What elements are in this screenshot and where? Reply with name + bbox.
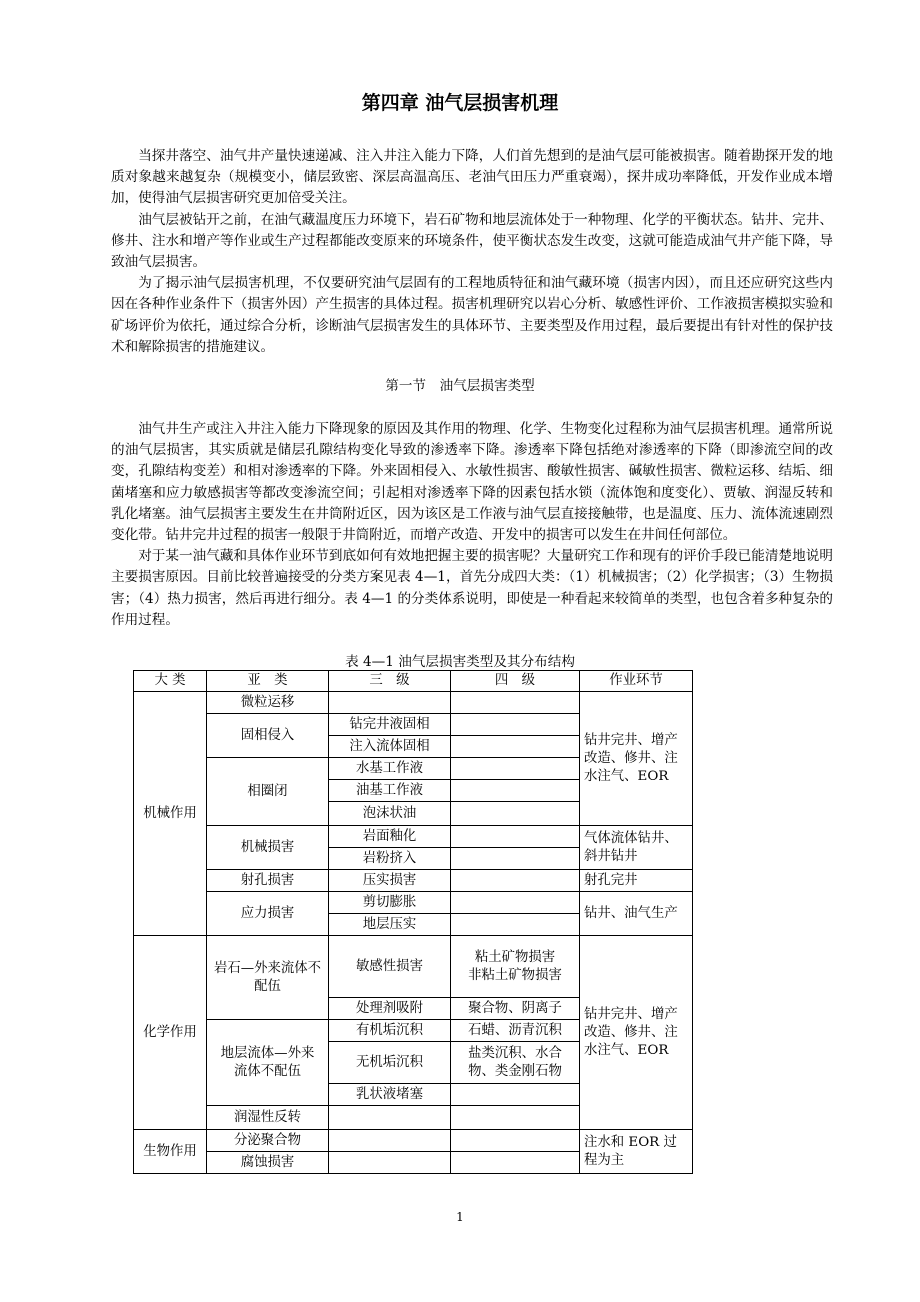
level4-wax-asphalt: 石蜡、沥青沉积 — [451, 1020, 580, 1042]
sub-particle-migration: 微粒运移 — [207, 692, 329, 714]
header-level3: 三 级 — [329, 671, 451, 692]
intro-paragraph-1: 当探井落空、油气井产量快速递减、注入井注入能力下降，人们首先想到的是油气层可能被损害。随着勘探开发的地质对象越来越复杂（规模变小，储层致密、深层高温高压、老油气田压力严重衰竭），探井成功率降低，开发作业成本增加，使得油气层损害研究更加倍受关注。 — [111, 148, 833, 207]
sub-fluid-incompatibility: 地层流体—外来 流体不配伍 — [207, 1020, 329, 1106]
table-header-row — [134, 671, 693, 692]
operation-mech-2: 气体流体钻井、斜井钻井 — [580, 826, 693, 870]
level3-glazing: 岩面釉化 — [329, 826, 451, 848]
damage-type-table — [133, 670, 693, 1174]
level4-clay-minerals: 粘土矿物损害 非粘土矿物损害 — [451, 936, 580, 998]
sub-stress-damage: 应力损害 — [207, 892, 329, 936]
level3-foam-oil: 泡沫状油 — [329, 802, 451, 826]
header-level4: 四 级 — [451, 671, 580, 692]
sub-phase-trap: 相圈闭 — [207, 758, 329, 826]
header-subcategory: 亚 类 — [207, 671, 329, 692]
level3-organic-scale: 有机垢沉积 — [329, 1020, 451, 1042]
sub-mechanical-damage: 机械损害 — [207, 826, 329, 870]
header-operation: 作业环节 — [580, 671, 693, 692]
level4-salt-hydrate: 盐类沉积、水合物、类金刚石物 — [451, 1042, 580, 1084]
sub-corrosion-damage: 腐蚀损害 — [207, 1152, 329, 1174]
operation-mech-3: 射孔完井 — [580, 870, 693, 892]
operation-mech-1: 钻井完井、增产改造、修井、注水注气、EOR — [580, 692, 693, 826]
sub-rock-fluid-incompatibility: 岩石—外来流体不配伍 — [207, 936, 329, 1020]
level3-inject-solid: 注入流体固相 — [329, 736, 451, 758]
intro-paragraph-3: 为了揭示油气层损害机理，不仅要研究油气层固有的工程地质特征和油气藏环境（损害内因），而且还应研究这些内因在各种作业条件下（损害外因）产生损害的具体过程。损害机理研究以岩心分析、敏感性评价、工作液损害模拟实验和矿场评价为依托，通过综合分析，诊断油气层损害发生的具体环节、主要类型及作用过程，最后要提出有针对性的保护技术和解除损害的措施建议。 — [111, 275, 833, 355]
operation-chem: 钻井完井、增产改造、修井、注水注气、EOR — [580, 936, 693, 1130]
category-mechanical: 机械作用 — [134, 692, 207, 936]
level3-formation-compaction: 地层压实 — [329, 914, 451, 936]
level3-agent-adsorption: 处理剂吸附 — [329, 998, 451, 1020]
section-text — [111, 419, 833, 631]
level3-rock-powder: 岩粉挤入 — [329, 848, 451, 870]
table-caption: 表 4—1 油气层损害类型及其分布结构 — [345, 654, 575, 670]
category-biological: 生物作用 — [134, 1130, 207, 1174]
operation-mech-4: 钻井、油气生产 — [580, 892, 693, 936]
intro-text — [111, 146, 833, 358]
level3-water-based: 水基工作液 — [329, 758, 451, 780]
sub-wettability-reversal: 润湿性反转 — [207, 1106, 329, 1130]
section-title: 第一节 油气层损害类型 — [385, 378, 535, 394]
sub-solid-invasion: 固相侵入 — [207, 714, 329, 758]
level3-inorganic-scale: 无机垢沉积 — [329, 1042, 451, 1084]
section-paragraph-2: 对于某一油气藏和具体作业环节到底如何有效地把握主要的损害呢？大量研究工作和现有的评价手段已能清楚地说明主要损害原因。目前比较普遍接受的分类方案见表 4—1，首先分成四大类：（1）机械损害；（2）化学损害；（3）生物损害；（4）热力损害，然后再进行细分。表 4—1 的分类体系说明，即使是一种看起来较简单的类型，也包含着多种复杂的作用过程。 — [111, 548, 833, 628]
level3-shear-dilation: 剪切膨胀 — [329, 892, 451, 914]
sub-secreted-polymer: 分泌聚合物 — [207, 1130, 329, 1152]
level3-compaction: 压实损害 — [329, 870, 451, 892]
intro-paragraph-2: 油气层被钻开之前，在油气藏温度压力环境下，岩石矿物和地层流体处于一种物理、化学的平衡状态。钻井、完井、修井、注水和增产等作业或生产过程都能改变原来的环境条件，使平衡状态发生改变，这就可能造成油气井产能下降，导致油气层损害。 — [111, 211, 833, 271]
page-number: 1 — [456, 1210, 464, 1224]
sub-perforation-damage: 射孔损害 — [207, 870, 329, 892]
level4-polymer-anion: 聚合物、阴离子 — [451, 998, 580, 1020]
category-chemical: 化学作用 — [134, 936, 207, 1130]
level3-sensitivity: 敏感性损害 — [329, 936, 451, 998]
level3-emulsion-blocking: 乳状液堵塞 — [329, 1084, 451, 1106]
section-paragraph-1: 油气井生产或注入井注入能力下降现象的原因及其作用的物理、化学、生物变化过程称为油气层损害机理。通常所说的油气层损害，其实质就是储层孔隙结构变化导致的渗透率下降。渗透率下降包括绝对渗透率的下降（即渗流空间的改变，孔隙结构变差）和相对渗透率的下降。外来固相侵入、水敏性损害、酸敏性损害、碱敏性损害、微粒运移、结垢、细菌堵塞和应力敏感损害等都改变渗流空间；引起相对渗透率下降的因素包括水锁（流体饱和度变化）、贾敏、润湿反转和乳化堵塞。油气层损害主要发生在井筒附近区，因为该区是工作液与油气层直接接触带，也是温度、压力、流体流速剧烈变化带。钻井完井过程的损害一般限于井筒附近，而增产改造、开发中的损害可以发生在井间任何部位。 — [111, 421, 833, 544]
operation-bio: 注水和 EOR 过程为主 — [580, 1130, 693, 1174]
header-category: 大 类 — [134, 671, 207, 692]
level3-oil-based: 油基工作液 — [329, 780, 451, 802]
chapter-title: 第四章 油气层损害机理 — [361, 92, 559, 114]
level3-drill-solid: 钻完井液固相 — [329, 714, 451, 736]
